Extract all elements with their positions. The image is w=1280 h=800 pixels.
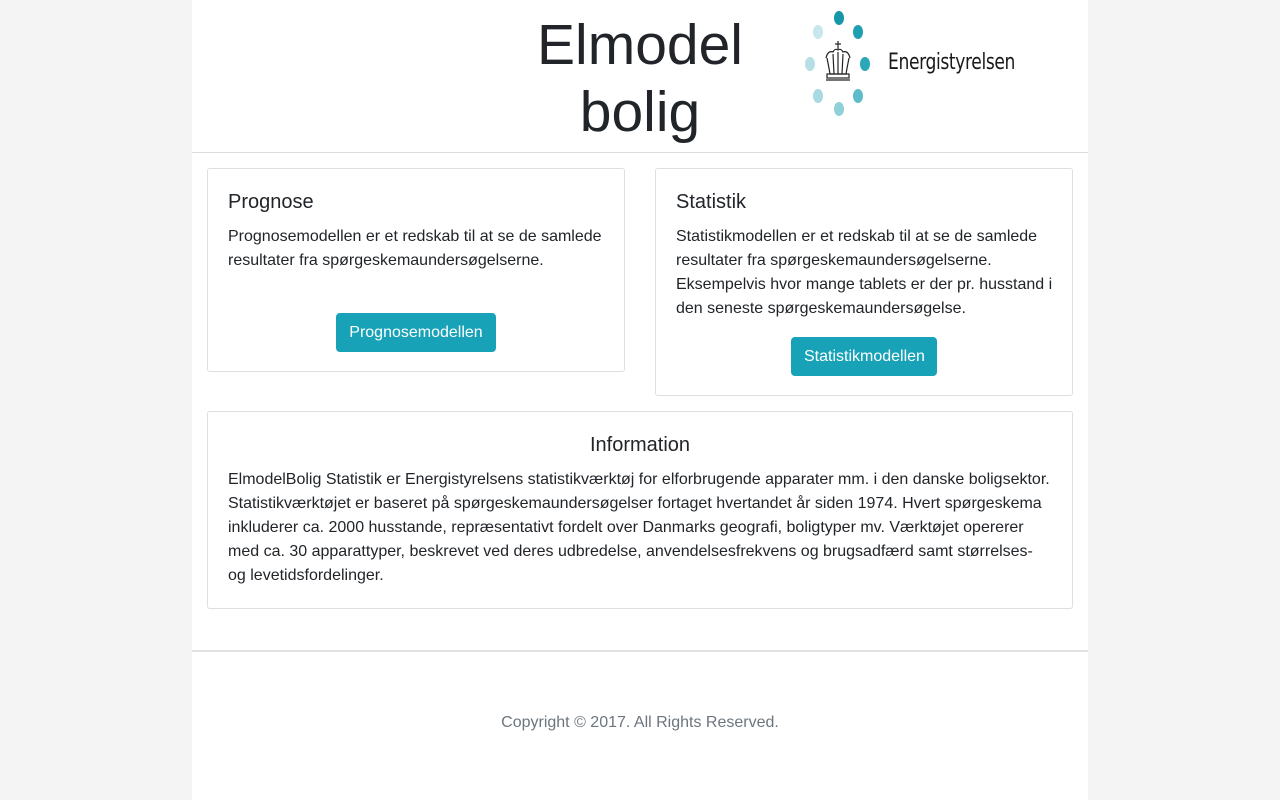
prognose-card-text: Prognosemodellen er et redskab til at se de samlede resultater fra spørgeskemaundersøgelserne.: [228, 228, 602, 269]
information-card: [207, 411, 1073, 609]
prognose-card: [207, 168, 625, 372]
site-header: [192, 0, 1088, 153]
page-container: [192, 0, 1088, 800]
statistik-card-text: Statistikmodellen er et redskab til at se de samlede resultater fra spørgeskemaundersøgelserne. Eksempelvis hvor mange tablets er der pr. husstand i den seneste spørgeskemaundersøgelse.: [676, 228, 1053, 317]
statistik-card: [655, 168, 1073, 396]
statistik-card-title: Statistik: [676, 191, 747, 213]
footer-divider: [192, 650, 1088, 652]
logo-text: Energistyrelsen: [888, 50, 1016, 75]
energistyrelsen-logo: [802, 8, 1016, 120]
information-card-text: ElmodelBolig Statistik er Energistyrelsens statistikværktøj for elforbrugende apparater mm. i den danske boligsektor. Statistikværktøjet er baseret på spørgeskemaundersøgelser fortaget hvertandet år siden 1974. Hvert spørgeskema inkluderer ca. 2000 husstande, repræsentativt fordelt over Danmarks geografi, boligtyper mv. Værktøjet opererer med ca. 30 apparattyper, beskrevet ved deres udbredelse, anvendelsesfrekvens og brugsadfærd samt størrelses- og levetidsfordelinger.: [228, 471, 1050, 584]
information-card-title: Information: [589, 434, 691, 456]
copyright-text: Copyright © 2017. All Rights Reserved.: [501, 714, 779, 731]
prognose-card-title: Prognose: [228, 191, 314, 213]
prognosemodellen-button[interactable]: Prognosemodellen: [336, 313, 496, 352]
crown-icon: [802, 8, 882, 120]
site-title-line1: Elmodel: [537, 13, 743, 77]
site-title-line2: bolig: [579, 80, 701, 144]
statistikmodellen-button[interactable]: Statistikmodellen: [791, 337, 937, 376]
site-title: [490, 12, 790, 146]
